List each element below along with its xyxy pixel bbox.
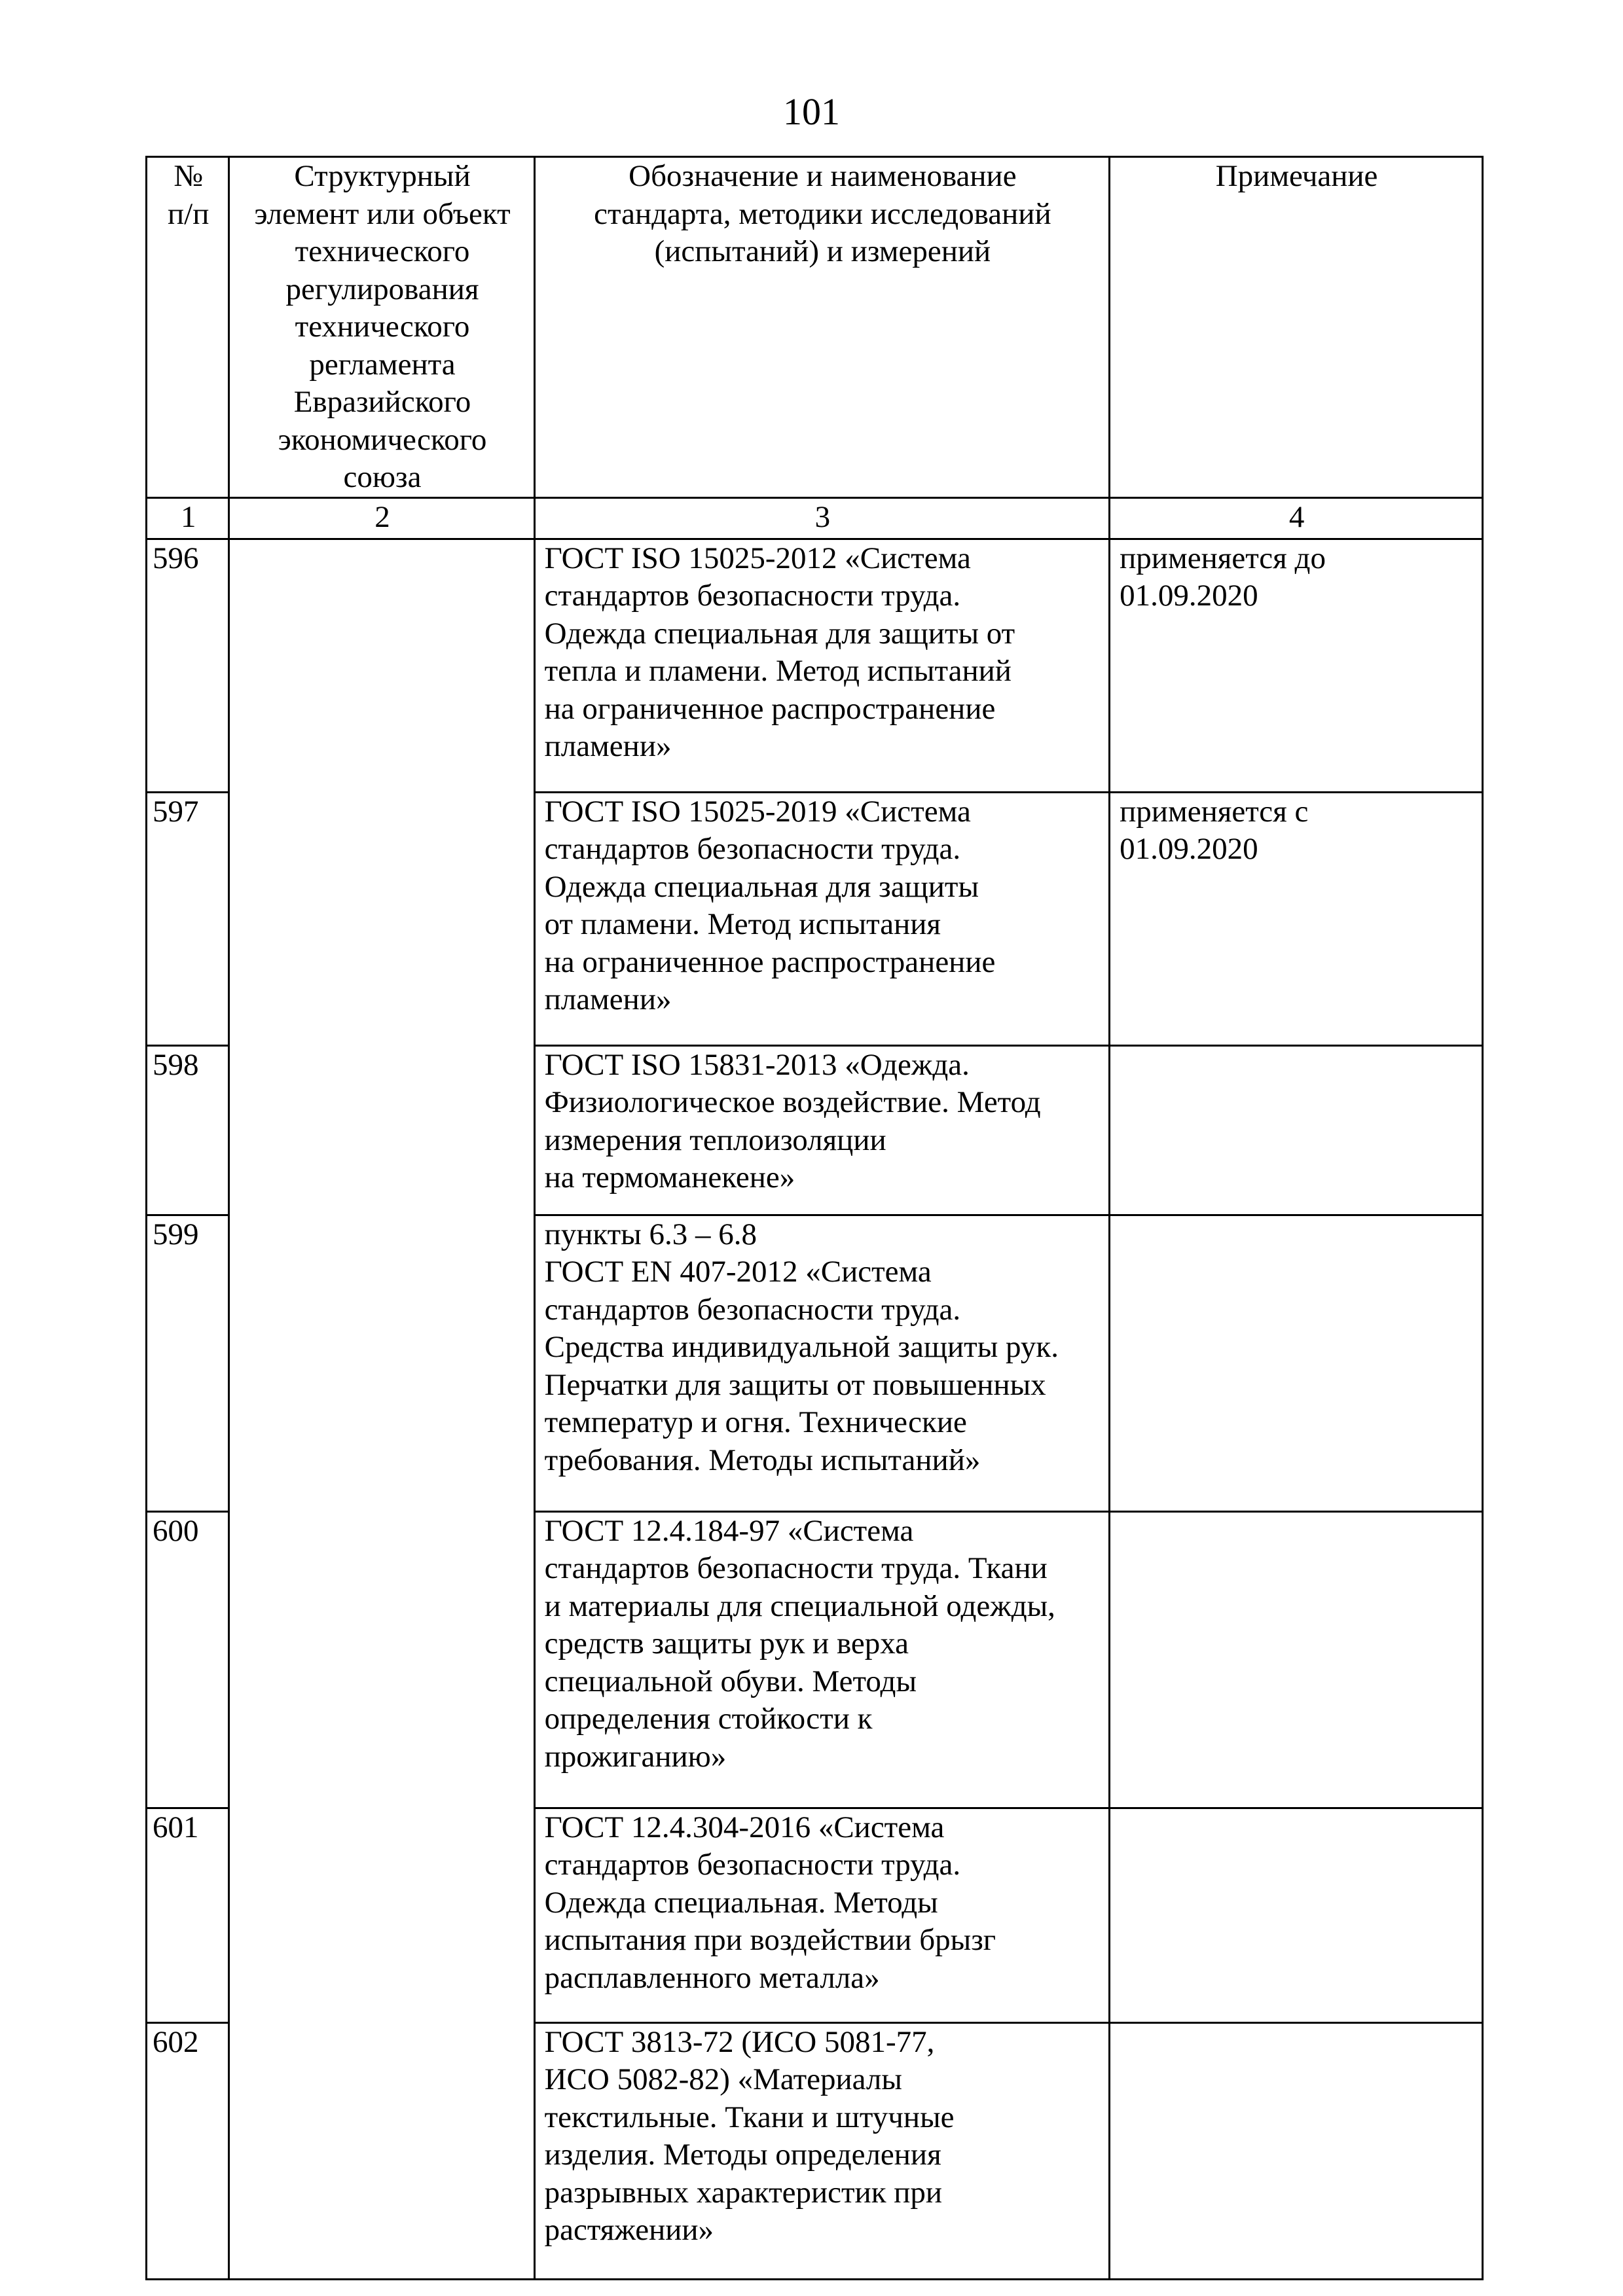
standard-cell xyxy=(534,1511,1110,1808)
text-line: пламени» xyxy=(544,982,672,1016)
text-line: пламени» xyxy=(544,729,672,763)
table-header xyxy=(147,157,1483,539)
row-number: 600 xyxy=(147,1511,229,1808)
column-number-4: 4 xyxy=(1110,497,1483,539)
row-number: 597 xyxy=(147,792,229,1045)
text-line: Физиологическое воздействие. Метод xyxy=(544,1085,1041,1119)
standards-table xyxy=(145,156,1484,2280)
header-standard xyxy=(534,157,1110,498)
text-line: (испытаний) и измерений xyxy=(654,234,991,268)
page-number: 101 xyxy=(783,90,840,133)
header-note xyxy=(1110,157,1483,498)
text-line: № xyxy=(173,159,204,193)
text-line: Обозначение и наименование xyxy=(629,159,1017,193)
text-line: специальной обуви. Методы xyxy=(544,1664,917,1698)
standard-cell xyxy=(534,2022,1110,2279)
text-line: ГОСТ ISO 15025-2012 «Система xyxy=(544,541,971,575)
text-line: испытания при воздействии брызг xyxy=(544,1923,996,1957)
text-line: ГОСТ 3813-72 (ИСО 5081-77, xyxy=(544,2024,935,2059)
text-line: прожиганию» xyxy=(544,1739,727,1774)
text-line: стандартов безопасности труда. xyxy=(544,579,961,613)
text-line: расплавленного металла» xyxy=(544,1960,880,1995)
text-line: ГОСТ ISO 15025-2019 «Система xyxy=(544,794,971,829)
column-numbers-row xyxy=(147,497,1483,539)
row-number: 596 xyxy=(147,539,229,792)
text-line: Примечание xyxy=(1215,159,1378,193)
text-line: изделия. Методы определения xyxy=(544,2138,941,2172)
text-line: измерения теплоизоляции xyxy=(544,1122,886,1157)
text-line: Евразийского xyxy=(293,385,471,419)
text-line: температур и огня. Технические xyxy=(544,1405,967,1439)
note-cell xyxy=(1110,539,1483,792)
text-line: Одежда специальная для защиты xyxy=(544,869,979,904)
text-line: регламента xyxy=(309,347,456,382)
note-cell xyxy=(1110,1215,1483,1511)
header-row xyxy=(147,157,1483,498)
text-line: ГОСТ ISO 15831-2013 «Одежда. xyxy=(544,1047,970,1082)
text-line: и материалы для специальной одежды, xyxy=(544,1588,1055,1623)
text-line: на термоманекене» xyxy=(544,1160,795,1194)
header-structural-element xyxy=(229,157,534,498)
structural-element-cell xyxy=(229,539,534,2279)
text-line: элемент или объект xyxy=(254,196,511,231)
standard-cell xyxy=(534,1808,1110,2022)
text-line: 01.09.2020 xyxy=(1120,579,1258,613)
row-number: 599 xyxy=(147,1215,229,1511)
standard-cell xyxy=(534,792,1110,1045)
row-number: 598 xyxy=(147,1045,229,1215)
text-line: на ограниченное распространение xyxy=(544,944,996,979)
text-line: Одежда специальная для защиты от xyxy=(544,616,1015,651)
header-number xyxy=(147,157,229,498)
text-line: ГОСТ 12.4.304-2016 «Система xyxy=(544,1810,945,1844)
text-line: ИСО 5082-82) «Материалы xyxy=(544,2062,902,2096)
text-line: стандартов безопасности труда. Ткани xyxy=(544,1551,1048,1585)
standard-cell xyxy=(534,1215,1110,1511)
text-line: требования. Методы испытаний» xyxy=(544,1443,981,1477)
text-line: применяется с xyxy=(1120,794,1309,829)
text-line: растяжении» xyxy=(544,2213,714,2247)
text-line: Перчатки для защиты от повышенных xyxy=(544,1367,1046,1402)
text-line: технического xyxy=(295,310,470,344)
text-line: тепла и пламени. Метод испытаний xyxy=(544,654,1012,688)
text-line: экономического xyxy=(278,422,487,457)
note-cell xyxy=(1110,1045,1483,1215)
text-line: союза xyxy=(343,460,422,494)
text-line: текстильные. Ткани и штучные xyxy=(544,2100,955,2134)
column-number-1: 1 xyxy=(147,497,229,539)
text-line: стандартов безопасности труда. xyxy=(544,1848,961,1882)
text-line: Одежда специальная. Методы xyxy=(544,1885,938,1920)
text-line: стандартов безопасности труда. xyxy=(544,832,961,866)
row-number: 601 xyxy=(147,1808,229,2022)
column-number-3: 3 xyxy=(534,497,1110,539)
text-line: п/п xyxy=(168,196,210,231)
text-line: пункты 6.3 – 6.8 xyxy=(544,1217,757,1251)
text-line: разрывных характеристик при xyxy=(544,2175,943,2210)
note-cell xyxy=(1110,1511,1483,1808)
text-line: регулирования xyxy=(285,272,479,306)
note-cell xyxy=(1110,1808,1483,2022)
column-number-2: 2 xyxy=(229,497,534,539)
row-number: 602 xyxy=(147,2022,229,2279)
standard-cell xyxy=(534,1045,1110,1215)
text-line: 01.09.2020 xyxy=(1120,832,1258,866)
text-line: применяется до xyxy=(1120,541,1326,575)
text-line: технического xyxy=(295,234,470,268)
text-line: ГОСТ EN 407-2012 «Система xyxy=(544,1255,932,1289)
text-line: средств защиты рук и верха xyxy=(544,1626,909,1660)
table-row xyxy=(147,539,1483,792)
text-line: Средства индивидуальной защиты рук. xyxy=(544,1330,1059,1364)
note-cell xyxy=(1110,2022,1483,2279)
text-line: ГОСТ 12.4.184-97 «Система xyxy=(544,1513,914,1548)
table-body xyxy=(147,539,1483,2279)
note-cell xyxy=(1110,792,1483,1045)
text-line: стандарта, методики исследований xyxy=(594,196,1051,231)
text-line: от пламени. Метод испытания xyxy=(544,907,941,941)
text-line: определения стойкости к xyxy=(544,1702,873,1736)
text-line: стандартов безопасности труда. xyxy=(544,1292,961,1327)
standard-cell xyxy=(534,539,1110,792)
text-line: на ограниченное распространение xyxy=(544,691,996,726)
text-line: Структурный xyxy=(294,159,471,193)
